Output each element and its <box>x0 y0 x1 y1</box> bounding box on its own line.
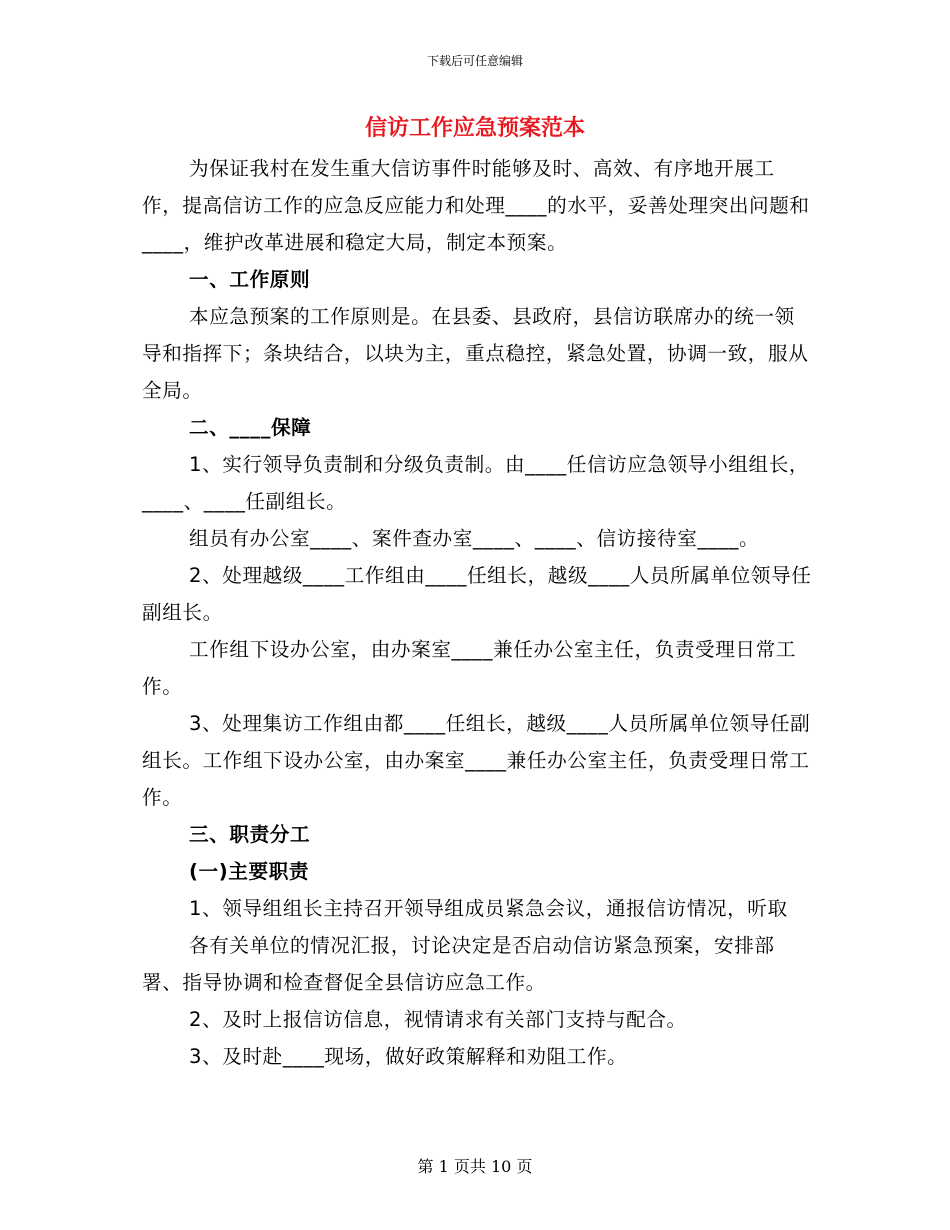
section-3-item-2: 2、及时上报信访信息，视情请求有关部门支持与配合。 <box>189 1008 687 1031</box>
document-body <box>142 150 812 1075</box>
section-3-item-1a: 1、领导组组长主持召开领导组成员紧急会议，通报信访情况，听取 <box>189 897 788 920</box>
document-title: 信访工作应急预案范本 <box>364 116 585 141</box>
section-2-item-1: 1、实行领导负责制和分级负责制。由____任信访应急领导小组组长，____、____任副组长。 <box>142 453 810 513</box>
section-2-heading: 二、____保障 <box>189 416 312 439</box>
intro-paragraph: 为保证我村在发生重大信访事件时能够及时、高效、有序地开展工作，提高信访工作的应急反应能力和处理____的水平，妥善处理突出问题和____，维护改革进展和稳定大局，制定本预案。 <box>142 157 810 254</box>
section-2-item-1-members: 组员有办公室____、案件查办室____、____、信访接待室____。 <box>189 527 760 550</box>
section-1-text: 本应急预案的工作原则是。在县委、县政府，县信访联席办的统一领导和指挥下；条块结合，以块为主，重点稳控，紧急处置，协调一致，服从全局。 <box>142 305 809 402</box>
section-3-item-3: 3、及时赴____现场，做好政策解释和劝阻工作。 <box>189 1045 628 1068</box>
section-2-item-3: 3、处理集访工作组由都____任组长，越级____人员所属单位领导任副组长。工作组下设办公室，由办案室____兼任办公室主任，负责受理日常工作。 <box>142 712 811 809</box>
section-2-item-2: 2、处理越级____工作组由____任组长，越级____人员所属单位领导任副组长。 <box>142 564 812 624</box>
section-2-item-2-office: 工作组下设办公室，由办案室____兼任办公室主任，负责受理日常工作。 <box>142 638 797 698</box>
section-3-subheading: (一)主要职责 <box>189 860 310 883</box>
section-1-heading: 一、工作原则 <box>189 268 311 291</box>
section-3-item-1b: 各有关单位的情况汇报，讨论决定是否启动信访紧急预案，安排部署、指导协调和检查督促全县信访应急工作。 <box>142 934 775 994</box>
section-3-heading: 三、职责分工 <box>189 823 311 846</box>
page-header-note: 下载后可任意编辑 <box>426 54 523 68</box>
page-number: 第 1 页共 10 页 <box>417 1157 533 1176</box>
